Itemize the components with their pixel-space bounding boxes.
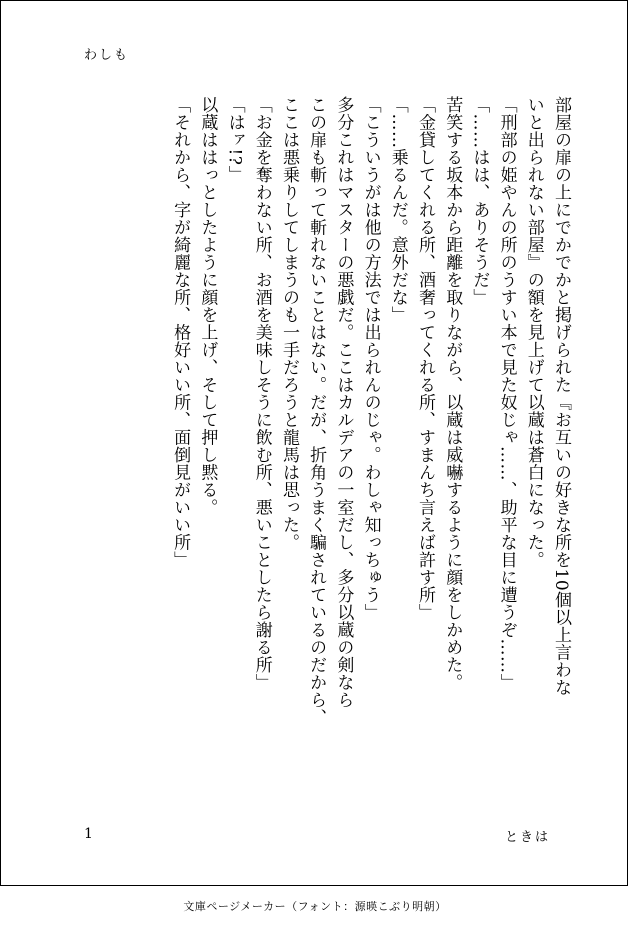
body-line: 「刑部の姫やんの所のうすい本で見た奴じゃ……、助平な目に遭うぞ……」 (496, 96, 517, 691)
body-line: 「はァ!?」 (224, 96, 245, 183)
running-header-title: わしも (84, 48, 130, 63)
body-line: 「それから、字が綺麗な所、格好いい所、面倒見がいい所」 (170, 96, 191, 569)
vertical-body-text (166, 96, 574, 731)
body-line: 部屋の扉の上にでかでかと掲げられた『お互いの好きな所を10個以上言わな (551, 96, 571, 697)
body-line: 「こういうがは他の方法では出られんのじゃ。わしゃ知っちゅう」 (360, 96, 381, 621)
page-number: 1 (84, 826, 93, 842)
body-line: ここは悪乗りしてしまうのも一手だろうと龍馬は思った。 (278, 96, 299, 551)
body-line: 「金貸してくれる所、酒奢ってくれる所、すまんち言えば許す所」 (414, 96, 435, 621)
body-line: 多分これはマスターの悪戯だ。ここはカルデアの一室だし、多分以蔵の剣なら (333, 96, 354, 709)
body-line: 以蔵ははっとしたように顔を上げ、そして押し黙る。 (197, 96, 218, 516)
body-line: 「……乗るんだ。意外だな」 (387, 96, 408, 324)
body-line: 「お金を奪わない所、お酒を美味しそうに飲む所、悪いことしたら謝る所」 (251, 96, 272, 691)
body-line: この扉も斬って斬れないことはない。だが、折角うまく騙されているのだから、 (306, 96, 327, 726)
body-line: 苦笑する坂本から距離を取りながら、以蔵は威嚇するように顔をしかめた。 (442, 96, 463, 691)
body-line: 「……はは、ありそうだ」 (469, 96, 490, 306)
body-line: いと出られない部屋』の額を見上げて以蔵は蒼白になった。 (523, 96, 544, 569)
author-name: ときは (504, 830, 550, 845)
footer-credit: 文庫ページメーカー（フォント：源暎こぶり明朝） (183, 900, 447, 913)
